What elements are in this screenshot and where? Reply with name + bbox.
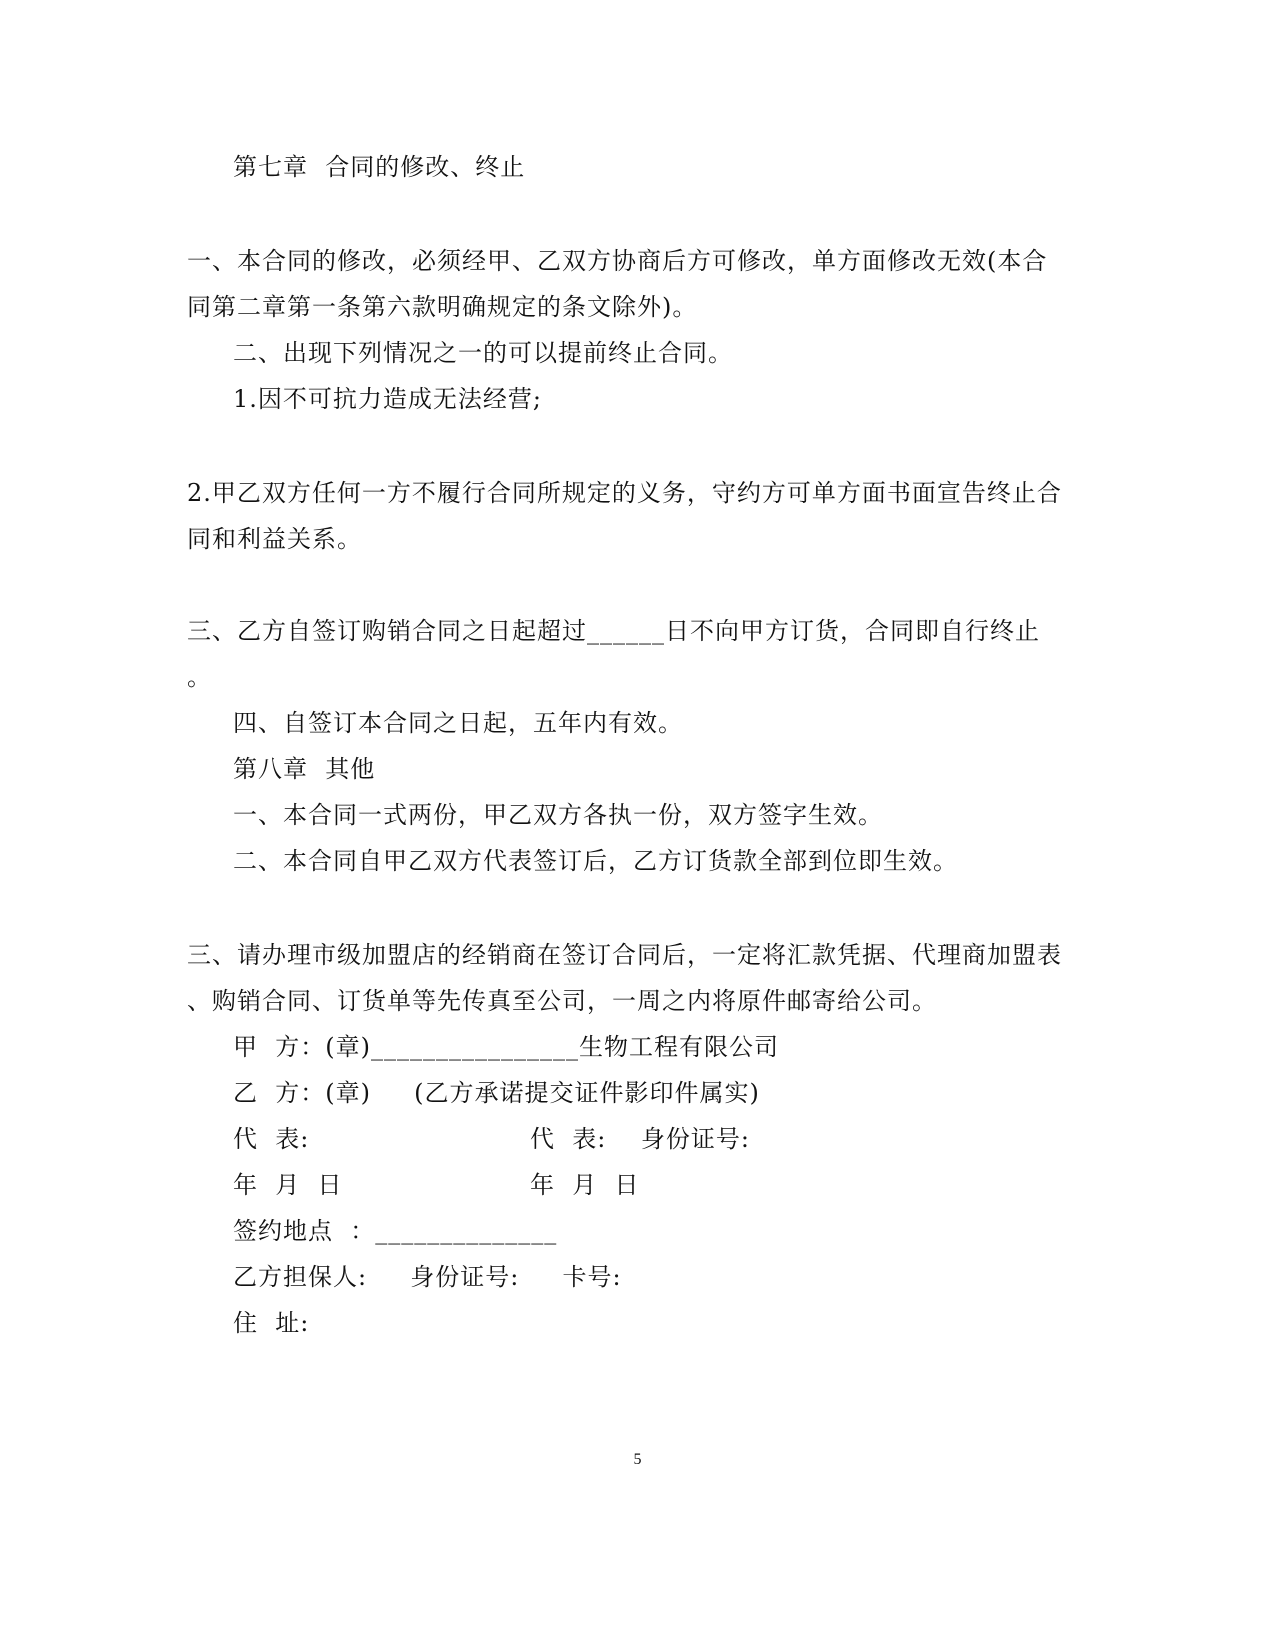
chapter8-clause3-line1: 三、请办理市级加盟店的经销商在签订合同后，一定将汇款凭据、代理商加盟表	[187, 941, 1062, 969]
chapter7-clause4: 四、自签订本合同之日起，五年内有效。	[233, 709, 683, 737]
signature-guarantor: 乙方担保人: 身份证号: 卡号:	[233, 1263, 622, 1291]
signature-rep-left: 代 表:	[233, 1125, 310, 1153]
signature-party-a: 甲 方：(章)________________生物工程有限公司	[233, 1033, 779, 1061]
chapter7-clause2-item2-line1: 2.甲乙双方任何一方不履行合同所规定的义务，守约方可单方面书面宣告终止合	[187, 479, 1062, 507]
chapter7-clause3-line2: 。	[187, 663, 212, 691]
signature-address: 住 址:	[233, 1309, 310, 1337]
chapter7-heading: 第七章 合同的修改、终止	[233, 153, 526, 181]
chapter7-clause2-item2-line2: 同和利益关系。	[187, 525, 362, 553]
signature-party-b: 乙 方：(章) (乙方承诺提交证件影印件属实)	[233, 1079, 760, 1107]
chapter7-clause2: 二、出现下列情况之一的可以提前终止合同。	[233, 339, 733, 367]
signature-place: 签约地点 ：______________	[233, 1217, 558, 1245]
signature-date-right: 年 月 日	[530, 1171, 640, 1199]
chapter8-clause2: 二、本合同自甲乙双方代表签订后，乙方订货款全部到位即生效。	[233, 847, 958, 875]
chapter7-clause2-item1: 1.因不可抗力造成无法经营;	[233, 385, 542, 413]
chapter7-clause1-line1: 一、本合同的修改，必须经甲、乙双方协商后方可修改，单方面修改无效(本合	[187, 247, 1048, 275]
chapter7-clause3-line1: 三、乙方自签订购销合同之日起超过______日不向甲方订货，合同即自行终止	[187, 617, 1040, 645]
chapter8-clause3-line2: 、购销合同、订货单等先传真至公司，一周之内将原件邮寄给公司。	[187, 987, 937, 1015]
page-number: 5	[633, 1451, 642, 1468]
signature-date-left: 年 月 日	[233, 1171, 343, 1199]
chapter7-clause1-line2: 同第二章第一条第六款明确规定的条文除外)。	[187, 293, 698, 321]
chapter8-heading: 第八章 其他	[233, 755, 376, 783]
signature-rep-right: 代 表: 身份证号:	[530, 1125, 750, 1153]
chapter8-clause1: 一、本合同一式两份，甲乙双方各执一份，双方签字生效。	[233, 801, 883, 829]
